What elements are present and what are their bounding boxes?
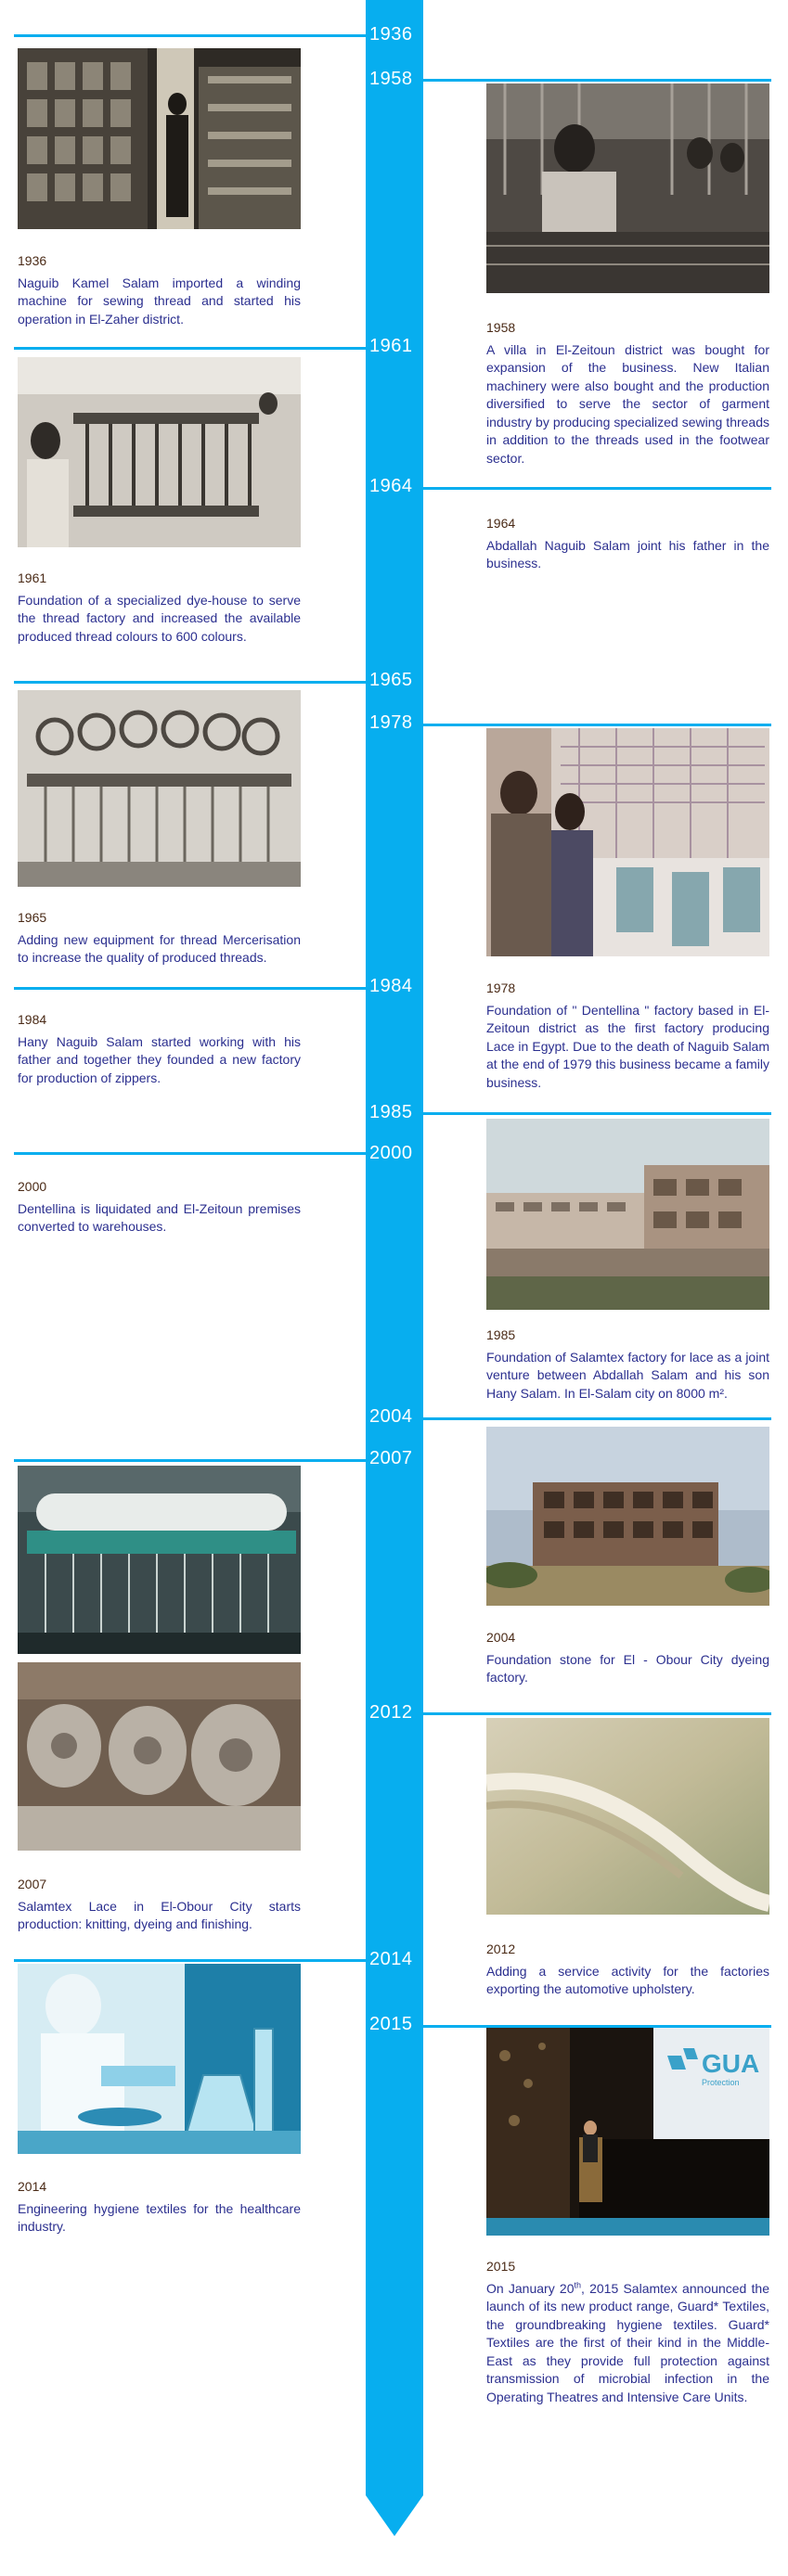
- spine-year-2000: 2000: [369, 1143, 413, 1163]
- connector-1978: [422, 724, 771, 726]
- connector-1936: [14, 34, 367, 37]
- connector-2007: [14, 1459, 367, 1462]
- spine-year-1961: 1961: [369, 336, 413, 356]
- entry-1984: [18, 1011, 301, 1087]
- entry-text: Foundation stone for El - Obour City dyeing factory.: [486, 1651, 769, 1685]
- connector-1985: [422, 1112, 771, 1115]
- entry-year: 1985: [486, 1327, 516, 1342]
- spine-year-1964: 1964: [369, 476, 413, 496]
- entry-2007: [18, 1876, 301, 1934]
- photo-1961-dyehouse: [18, 357, 301, 547]
- connector-1984: [14, 987, 367, 990]
- entry-1965: [18, 909, 301, 968]
- entry-text: Salamtex Lace in El-Obour City starts production: knitting, dyeing and finishing.: [18, 1898, 301, 1931]
- entry-1961: [18, 570, 301, 646]
- photo-2014-laboratory: [18, 1964, 301, 2154]
- entry-year: 1978: [486, 980, 516, 995]
- slide-tagline: Protection: [702, 2078, 740, 2087]
- entry-2004: [486, 1629, 769, 1687]
- entry-2000: [18, 1178, 301, 1237]
- entry-text: Naguib Kamel Salam imported a winding machine for sewing thread and started his operation in El-Zaher district.: [18, 275, 301, 327]
- connector-1965: [14, 681, 367, 684]
- entry-text: Engineering hygiene textiles for the healthcare industry.: [18, 2200, 301, 2234]
- connector-1958: [422, 79, 771, 82]
- entry-text: Foundation of a specialized dye-house to serve the thread factory and increased the available produced thread colours to 600 colours.: [18, 592, 301, 644]
- entry-text: Hany Naguib Salam started working with his father and together they founded a new factory for production of zippers.: [18, 1033, 301, 1085]
- entry-year: 2007: [18, 1877, 47, 1891]
- spine-year-1958: 1958: [369, 69, 413, 89]
- spine-year-1936: 1936: [369, 24, 413, 45]
- entry-text: Adding a service activity for the factories exporting the automotive upholstery.: [486, 1963, 769, 1996]
- spine-year-2014: 2014: [369, 1949, 413, 1969]
- entry-text: [486, 2280, 769, 2407]
- photo-2015-guard-launch: [486, 2028, 769, 2236]
- entry-2012: [486, 1941, 769, 1999]
- entry-text: Foundation of Salamtex factory for lace as a joint venture between Abdallah Salam and his son Hany Salam. In El-Salam city on 8000 m².: [486, 1349, 769, 1401]
- photo-1985-salamtex-factory: [486, 1119, 769, 1310]
- connector-1964: [422, 487, 771, 490]
- entry-year: 1984: [18, 1012, 47, 1027]
- entry-1958: [486, 319, 769, 468]
- entry-text-part-1: On January 20: [486, 2280, 575, 2296]
- spine-year-2012: 2012: [369, 1702, 413, 1723]
- photo-2004-obour-dyeing: [486, 1427, 769, 1606]
- photo-2007-dyeing-vessels: [18, 1662, 301, 1851]
- connector-2000: [14, 1152, 367, 1155]
- entry-2015: [486, 2258, 769, 2406]
- photo-1958-workers: [486, 83, 769, 293]
- entry-year: 1961: [18, 570, 47, 585]
- spine-year-2004: 2004: [369, 1406, 413, 1427]
- photo-1936-workshop: [18, 48, 301, 229]
- connector-1961: [14, 347, 367, 350]
- connector-2014: [14, 1959, 367, 1962]
- spine-year-2007: 2007: [369, 1448, 413, 1468]
- entry-year: 1936: [18, 253, 47, 268]
- photo-1965-mercerisation: [18, 690, 301, 887]
- entry-1985: [486, 1326, 769, 1403]
- photo-2012-upholstery: [486, 1718, 769, 1915]
- spine-year-1965: 1965: [369, 670, 413, 690]
- photo-1978-lace-machine: [486, 728, 769, 956]
- entry-year: 2004: [486, 1630, 516, 1645]
- photo-2007-knitting: [18, 1466, 301, 1654]
- entry-year: 1964: [486, 516, 516, 531]
- entry-year: 2012: [486, 1942, 516, 1956]
- entry-year: 1965: [18, 910, 47, 925]
- spine-year-1985: 1985: [369, 1102, 413, 1122]
- entry-year: 2000: [18, 1179, 47, 1194]
- entry-2014: [18, 2178, 301, 2236]
- entry-year: 2014: [18, 2179, 47, 2194]
- entry-1936: [18, 252, 301, 328]
- entry-1964: [486, 515, 769, 573]
- entry-text: Foundation of " Dentellina " factory based in El-Zeitoun district as the first factory producing Lace in Egypt. Due to the death of Naguib Salam at the end of 1979 this business became a family business.: [486, 1002, 769, 1090]
- connector-2012: [422, 1712, 771, 1715]
- entry-1978: [486, 980, 769, 1092]
- entry-text: A villa in El-Zeitoun district was bought for expansion of the business. New Italian machinery were also bought and the production diversified to serve the sector of garment industry by producing specialized sewing threads in addition to the threads used in the footwear sector.: [486, 341, 769, 466]
- spine-year-2015: 2015: [369, 2014, 413, 2034]
- spine-year-1984: 1984: [369, 976, 413, 996]
- ordinal-suffix: th: [574, 2279, 581, 2289]
- entry-text-part-2: , 2015 Salamtex announced the launch of its new product range, Guard* Textiles, the groundbreaking hygiene textiles. Guard* Textiles are the first of their kind in the Middle-East as they provide full protection against transmission of microbial infection in the Operating Theatres and Intensive Care Units.: [486, 2280, 769, 2404]
- slide-logo-text: GUA: [702, 2049, 760, 2078]
- entry-year: 2015: [486, 2259, 516, 2274]
- connector-2004: [422, 1417, 771, 1420]
- entry-year: 1958: [486, 320, 516, 335]
- entry-text: Abdallah Naguib Salam joint his father in the business.: [486, 537, 769, 570]
- entry-text: Dentellina is liquidated and El-Zeitoun premises converted to warehouses.: [18, 1200, 301, 1234]
- entry-text: Adding new equipment for thread Mercerisation to increase the quality of produced threads.: [18, 931, 301, 965]
- timeline-spine: [366, 0, 423, 2495]
- spine-year-1978: 1978: [369, 712, 413, 733]
- timeline-arrow: [366, 2495, 423, 2536]
